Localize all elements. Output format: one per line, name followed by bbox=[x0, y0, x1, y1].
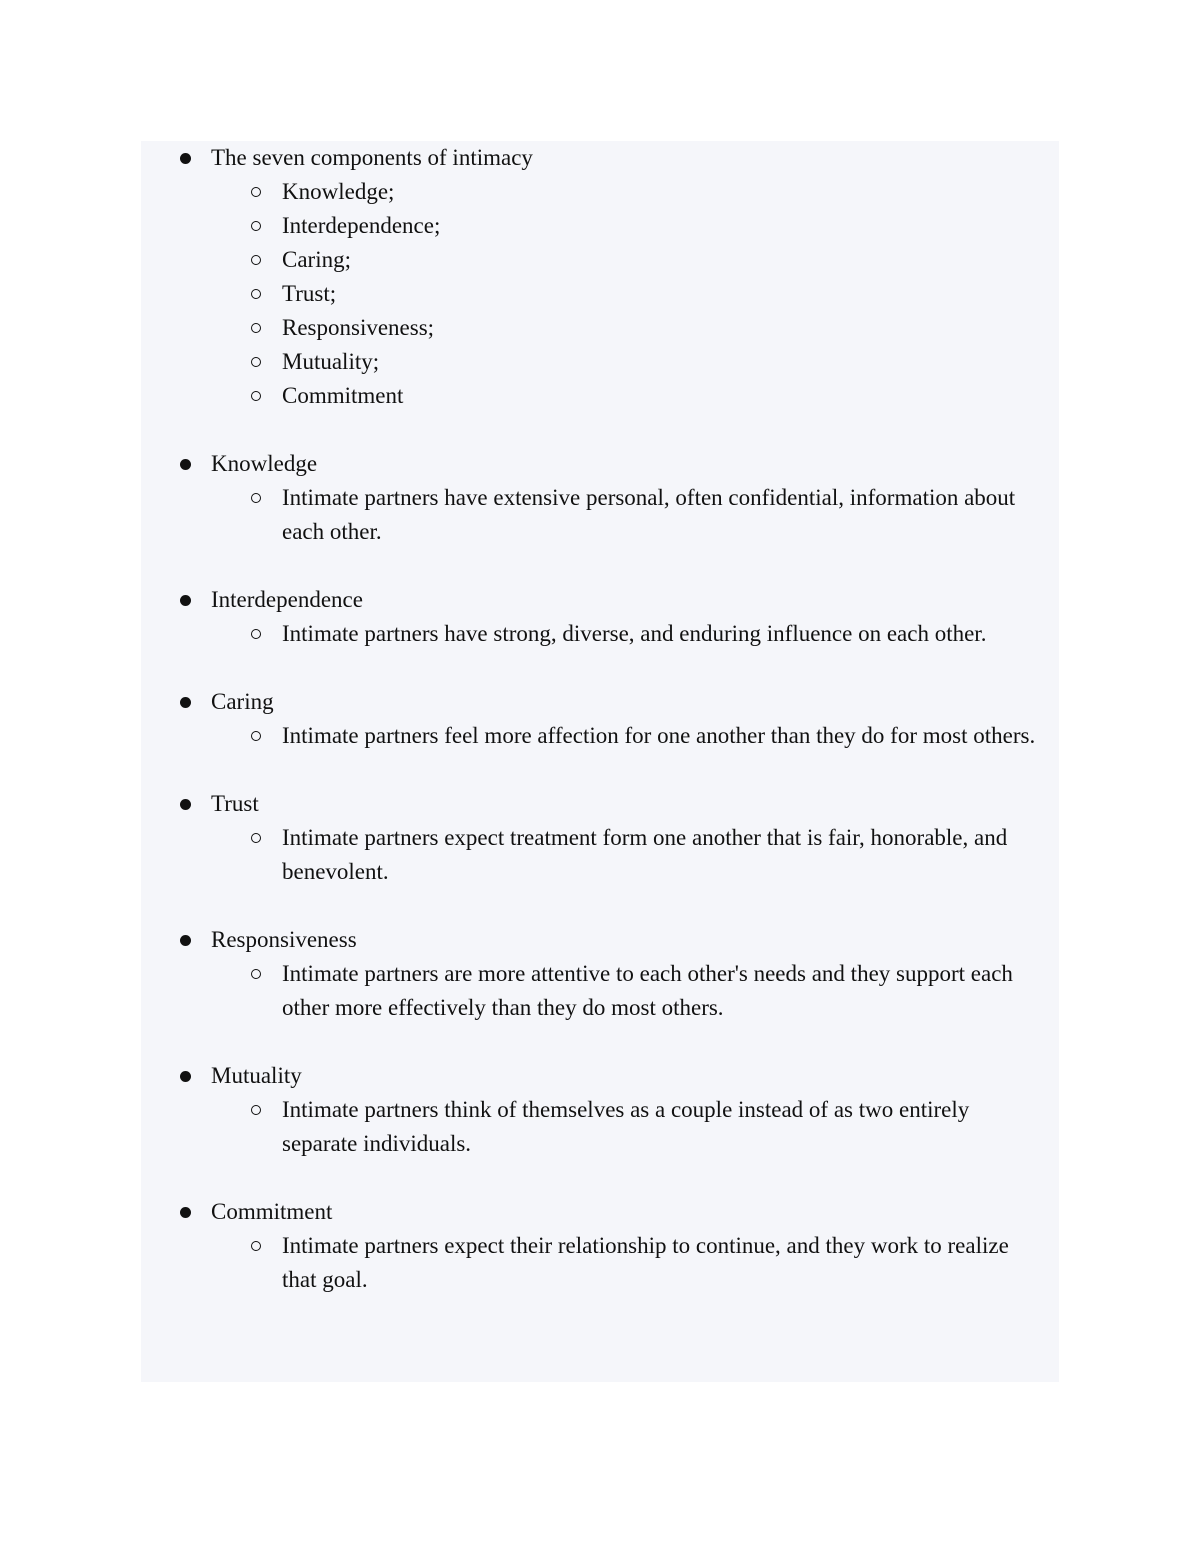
hollow-bullet-icon bbox=[251, 357, 261, 367]
hollow-bullet-icon bbox=[251, 731, 261, 741]
hollow-bullet-icon bbox=[251, 323, 261, 333]
outline-heading-row bbox=[141, 447, 1059, 481]
sub-item-text: Caring; bbox=[282, 247, 351, 272]
outline-heading: Commitment bbox=[211, 1199, 333, 1224]
filled-bullet-icon bbox=[180, 799, 191, 810]
sub-list bbox=[141, 175, 1059, 413]
sub-list bbox=[141, 481, 1059, 549]
filled-bullet-icon bbox=[180, 153, 191, 164]
outline-item bbox=[141, 447, 1059, 583]
outline-heading: Knowledge bbox=[211, 451, 318, 476]
filled-bullet-icon bbox=[180, 595, 191, 606]
hollow-bullet-icon bbox=[251, 629, 261, 639]
outline-heading-row bbox=[141, 1059, 1059, 1093]
sub-item bbox=[141, 481, 1059, 549]
sub-item bbox=[141, 957, 1059, 1025]
outline-heading-row bbox=[141, 141, 1059, 175]
hollow-bullet-icon bbox=[251, 1105, 261, 1115]
outline-item bbox=[141, 141, 1059, 447]
sub-item bbox=[141, 209, 1059, 243]
outline-heading-row bbox=[141, 583, 1059, 617]
outline-heading-row bbox=[141, 923, 1059, 957]
sub-item-text: Intimate partners are more attentive to each other's needs and they support each other more effectively than they do most others. bbox=[282, 961, 1013, 1020]
sub-item bbox=[141, 345, 1059, 379]
outline-heading: Interdependence bbox=[211, 587, 363, 612]
sub-item-text: Intimate partners think of themselves as a couple instead of as two entirely separate individuals. bbox=[282, 1097, 970, 1156]
sub-item bbox=[141, 1093, 1059, 1161]
outline-item bbox=[141, 1195, 1059, 1297]
filled-bullet-icon bbox=[180, 697, 191, 708]
sub-item bbox=[141, 311, 1059, 345]
sub-list bbox=[141, 719, 1059, 753]
sub-item bbox=[141, 277, 1059, 311]
filled-bullet-icon bbox=[180, 459, 191, 470]
hollow-bullet-icon bbox=[251, 1241, 261, 1251]
sub-item-text: Knowledge; bbox=[282, 179, 395, 204]
outline-heading-row bbox=[141, 685, 1059, 719]
hollow-bullet-icon bbox=[251, 289, 261, 299]
sub-item-text: Trust; bbox=[282, 281, 337, 306]
sub-item-text: Commitment bbox=[282, 383, 404, 408]
sub-item bbox=[141, 243, 1059, 277]
outline-item bbox=[141, 787, 1059, 923]
outline-heading: Responsiveness bbox=[211, 927, 357, 952]
outline-heading: Trust bbox=[211, 791, 259, 816]
sub-list bbox=[141, 1093, 1059, 1161]
outline-heading-row bbox=[141, 1195, 1059, 1229]
sub-item-text: Intimate partners have strong, diverse, and enduring influence on each other. bbox=[282, 621, 987, 646]
document-content bbox=[141, 141, 1059, 1297]
outline-heading: Mutuality bbox=[211, 1063, 302, 1088]
sub-item-text: Intimate partners expect their relationship to continue, and they work to realize that goal. bbox=[282, 1233, 1009, 1292]
hollow-bullet-icon bbox=[251, 969, 261, 979]
outline-item bbox=[141, 583, 1059, 685]
sub-item-text: Mutuality; bbox=[282, 349, 380, 374]
filled-bullet-icon bbox=[180, 935, 191, 946]
sub-item bbox=[141, 719, 1059, 753]
filled-bullet-icon bbox=[180, 1207, 191, 1218]
sub-list bbox=[141, 821, 1059, 889]
bullet-outline bbox=[141, 141, 1059, 1297]
outline-heading-row bbox=[141, 787, 1059, 821]
sub-item bbox=[141, 379, 1059, 413]
sub-list bbox=[141, 1229, 1059, 1297]
sub-list bbox=[141, 957, 1059, 1025]
sub-list bbox=[141, 617, 1059, 651]
sub-item-text: Intimate partners have extensive personal, often confidential, information about each other. bbox=[282, 485, 1016, 544]
outline-heading: Caring bbox=[211, 689, 274, 714]
hollow-bullet-icon bbox=[251, 391, 261, 401]
hollow-bullet-icon bbox=[251, 255, 261, 265]
hollow-bullet-icon bbox=[251, 221, 261, 231]
sub-item-text: Responsiveness; bbox=[282, 315, 435, 340]
outline-heading: The seven components of intimacy bbox=[211, 145, 533, 170]
outline-item bbox=[141, 923, 1059, 1059]
sub-item bbox=[141, 617, 1059, 651]
outline-item bbox=[141, 685, 1059, 787]
outline-item bbox=[141, 1059, 1059, 1195]
sub-item bbox=[141, 821, 1059, 889]
sub-item bbox=[141, 175, 1059, 209]
sub-item-text: Interdependence; bbox=[282, 213, 441, 238]
filled-bullet-icon bbox=[180, 1071, 191, 1082]
hollow-bullet-icon bbox=[251, 187, 261, 197]
hollow-bullet-icon bbox=[251, 493, 261, 503]
sub-item-text: Intimate partners expect treatment form one another that is fair, honorable, and benevolent. bbox=[282, 825, 1008, 884]
hollow-bullet-icon bbox=[251, 833, 261, 843]
sub-item-text: Intimate partners feel more affection for one another than they do for most others. bbox=[282, 723, 1036, 748]
sub-item bbox=[141, 1229, 1059, 1297]
